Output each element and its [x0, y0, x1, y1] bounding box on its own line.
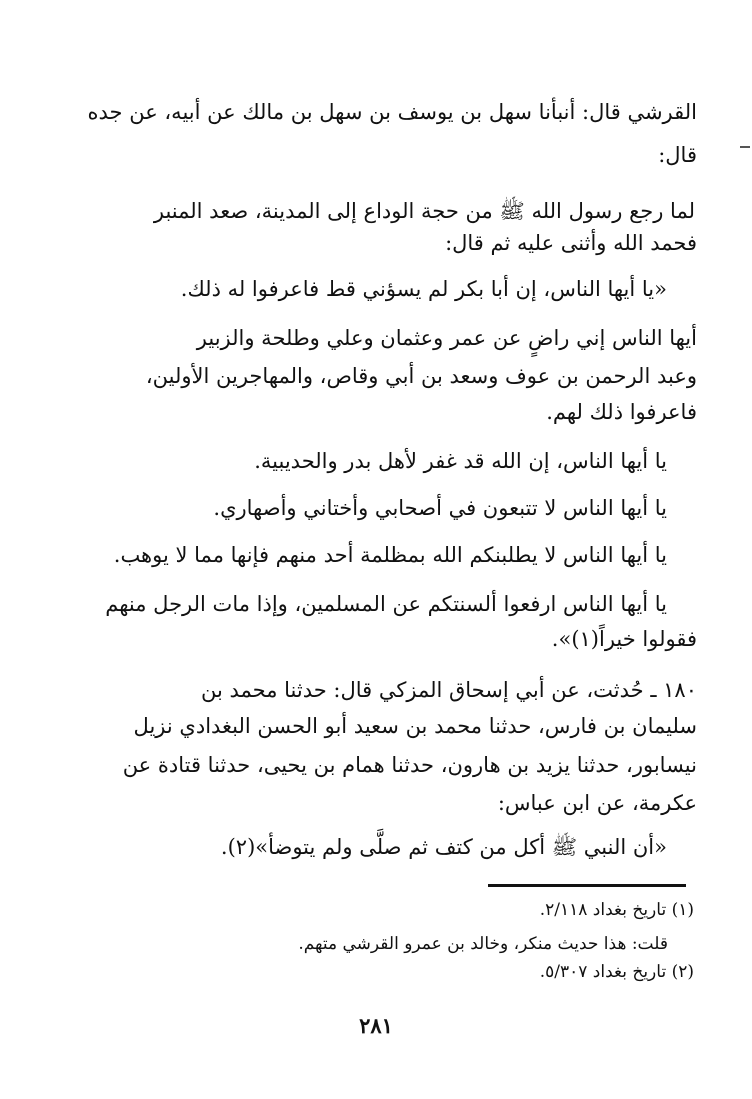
- text-line-17: عكرمة، عن ابن عباس:: [497, 791, 697, 815]
- text-line-5: «يا أيها الناس، إن أبا بكر لم يسؤني قط فاعرفوا له ذلك.: [180, 277, 667, 301]
- footnote-rule: [488, 884, 686, 887]
- text-line-9: يا أيها الناس، إن الله قد غفر لأهل بدر والحديبية.: [254, 449, 667, 473]
- text-line-15: سليمان بن فارس، حدثنا محمد بن سعيد أبو الحسن البغدادي نزيل: [133, 714, 697, 738]
- text-line-6: أيها الناس إني راضٍ عن عمر وعثمان وعلي وطلحة والزبير: [196, 326, 697, 350]
- footnote-2: (٢) تاريخ بغداد ٥/٣٠٧.: [539, 962, 694, 982]
- text-line-2: قال:: [658, 143, 697, 167]
- footnote-1: (١) تاريخ بغداد ٢/١١٨.: [539, 900, 694, 920]
- text-line-8: فاعرفوا ذلك لهم.: [546, 400, 697, 424]
- text-line-7: وعبد الرحمن بن عوف وسعد بن أبي وقاص، والمهاجرين الأولين،: [145, 364, 697, 388]
- margin-mark: [740, 146, 750, 148]
- page-number: ٢٨١: [359, 1013, 393, 1038]
- text-line-3: لما رجع رسول الله ﷺ من حجة الوداع إلى المدينة، صعد المنبر: [153, 199, 695, 223]
- text-line-16: نيسابور، حدثنا يزيد بن هارون، حدثنا همام بن يحيى، حدثنا قتادة عن: [122, 753, 697, 777]
- text-line-18: «أن النبي ﷺ أكل من كتف ثم صلَّى ولم يتوضأ»(٢).: [220, 835, 667, 859]
- text-line-1: القرشي قال: أنبأنا سهل بن يوسف بن سهل بن مالك عن أبيه، عن جده: [87, 100, 697, 124]
- text-line-4: فحمد الله وأثنى عليه ثم قال:: [445, 231, 697, 255]
- text-line-14: ١٨٠ ـ حُدثت، عن أبي إسحاق المزكي قال: حدثنا محمد بن: [201, 678, 697, 702]
- footnote-note: قلت: هذا حديث منكر، وخالد بن عمرو القرشي متهم.: [298, 934, 668, 954]
- text-line-10: يا أيها الناس لا تتبعون في أصحابي وأختاني وأصهاري.: [213, 496, 667, 520]
- text-line-11: يا أيها الناس لا يطلبنكم الله بمظلمة أحد منهم فإنها مما لا يوهب.: [113, 543, 667, 567]
- text-line-13: فقولوا خيراً(١)».: [551, 627, 697, 651]
- text-line-12: يا أيها الناس ارفعوا ألسنتكم عن المسلمين، وإذا مات الرجل منهم: [105, 592, 667, 616]
